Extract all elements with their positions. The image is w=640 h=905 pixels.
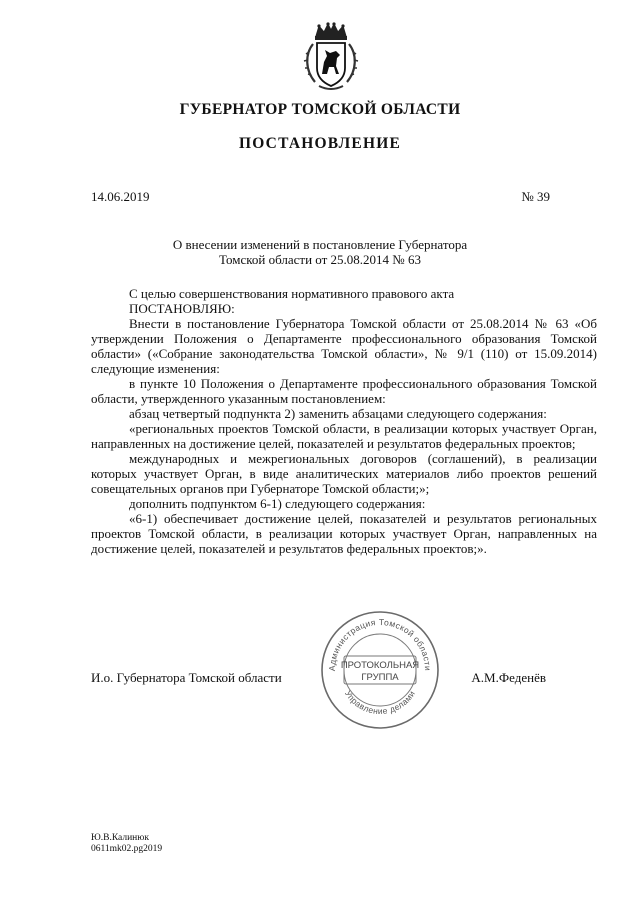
document-body <box>91 286 597 556</box>
document-number: № 39 <box>521 189 550 204</box>
signer-name: А.М.Феденёв <box>471 670 546 685</box>
executor-name: Ю.В.Калинюк <box>91 833 149 843</box>
stamp-inner-line: ПРОТОКОЛЬНАЯ <box>340 660 420 671</box>
file-code: 0611mk02.pg2019 <box>91 844 163 854</box>
document-footer <box>91 833 162 855</box>
document-subject <box>0 237 640 267</box>
subject-line: О внесении изменений в постановление Губернатора <box>172 237 468 252</box>
stamp-outer-bottom-text: Управление делами <box>342 688 418 717</box>
protocol-group-stamp <box>318 608 442 732</box>
body-paragraph: Внести в постановление Губернатора Томской области от 25.08.2014 № 63 «Об утверждении Положения о Департаменте профессионального образования Томской области» («Собрание законодательства Томской области», № 9/1 (110) от 15.09.2014) следующие изменения: <box>91 316 597 376</box>
svg-text:Управление делами <box>343 689 417 716</box>
body-paragraph: «региональных проектов Томской области, в реализации которых участвует Орган, направленных на достижение целей, показателей и результатов федеральных проектов; <box>91 421 597 451</box>
signer-position: И.о. Губернатора Томской области <box>91 670 282 685</box>
document-date: 14.06.2019 <box>91 189 150 204</box>
document-type-title: ПОСТАНОВЛЕНИЕ <box>238 135 402 152</box>
body-paragraph: дополнить подпунктом 6-1) следующего содержания: <box>129 496 426 511</box>
body-paragraph: абзац четвертый подпункта 2) заменить абзацами следующего содержания: <box>129 406 547 421</box>
stamp-outer-top-text: Администрация Томской области <box>326 616 434 672</box>
body-paragraph: С целью совершенствования нормативного правового акта <box>129 286 455 301</box>
coat-of-arms-icon <box>303 22 359 92</box>
body-paragraph: «6-1) обеспечивает достижение целей, показателей и результатов региональных проектов Томской области, в реализации которых участвует Орган, направленных на достижение целей, показателей и результатов федеральных проектов;». <box>91 511 597 556</box>
body-paragraph: ПОСТАНОВЛЯЮ: <box>129 301 235 316</box>
body-paragraph: в пункте 10 Положения о Департаменте профессионального образования Томской области, утвержденного указанным постановлением: <box>91 376 597 406</box>
stamp-inner-line: ГРУППА <box>361 672 399 683</box>
subject-line: Томской области от 25.08.2014 № 63 <box>219 252 421 267</box>
issuing-authority: ГУБЕРНАТОР ТОМСКОЙ ОБЛАСТИ <box>179 101 461 118</box>
body-paragraph: международных и межрегиональных договоров (соглашений), в реализации которых участвует Орган, в виде аналитических материалов либо проектов решений совещательных органов при Губернаторе Томской области;»; <box>91 451 597 496</box>
